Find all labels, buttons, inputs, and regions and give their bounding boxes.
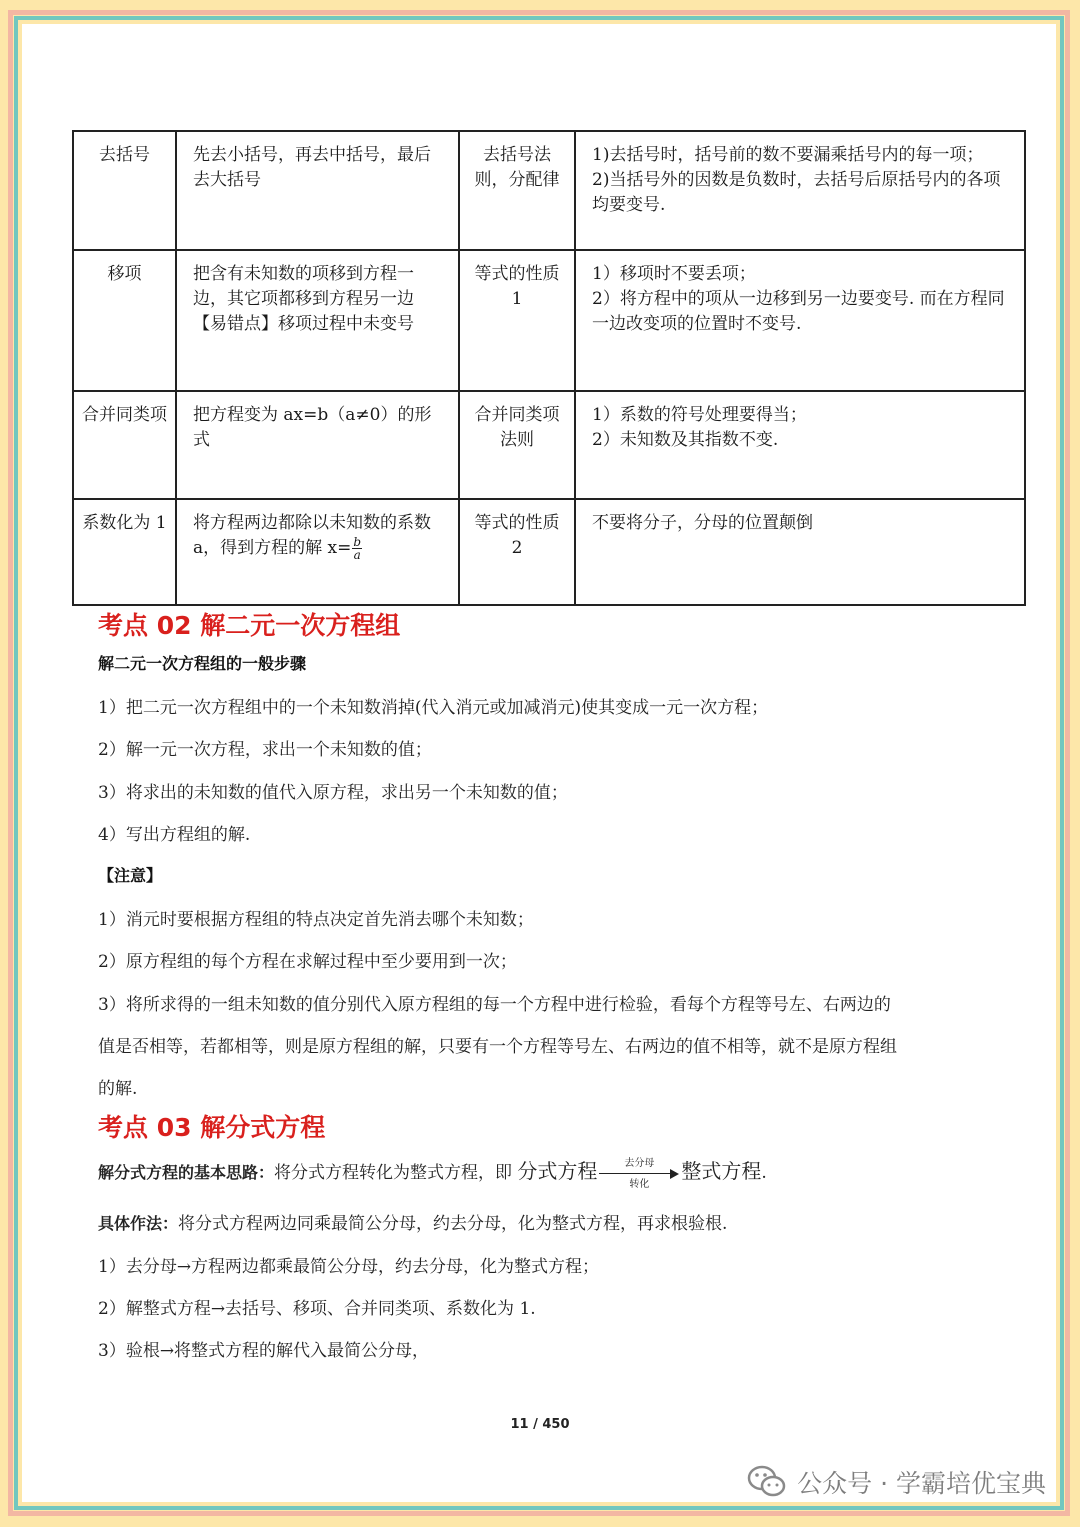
step-line: 1）去分母→方程两边都乘最简公分母，约去分母，化为整式方程； [98, 1257, 600, 1277]
note-line: 2)当括号外的因数是负数时，去括号后原括号内的各项均要变号. [592, 170, 1001, 215]
step-line: 4）写出方程组的解. [98, 825, 251, 845]
wechat-icon [747, 1464, 787, 1500]
steps-table [72, 130, 1026, 606]
step-line: 2）解一元一次方程，求出一个未知数的值； [98, 740, 432, 760]
transform-arrow [599, 1158, 679, 1190]
method-cell [176, 499, 459, 605]
note-line: 不要将分子，分母的位置颠倒 [592, 513, 813, 533]
step-line: 1）把二元一次方程组中的一个未知数消掉(代入消元或加减消元)使其变成一元一次方程； [98, 698, 769, 718]
notes-cell [575, 391, 1025, 499]
fraction-denominator: a [353, 548, 361, 562]
table-row [73, 391, 1025, 499]
method-cell: 把方程变为 ax=b（a≠0）的形式 [176, 391, 459, 499]
arrow-top-label: 去分母 [624, 1157, 655, 1169]
fraction-numerator: b [353, 535, 362, 549]
page-number: 11 / 450 [510, 1417, 570, 1432]
note-line: 1）消元时要根据方程组的特点决定首先消去哪个未知数； [98, 910, 534, 930]
note-line: 1)去括号时，括号前的数不要漏乘括号内的每一项； [592, 145, 984, 165]
step-cell: 移项 [73, 250, 176, 391]
note-line: 的解. [98, 1079, 138, 1099]
step-line: 3）将求出的未知数的值代入原方程，求出另一个未知数的值； [98, 783, 568, 803]
idea-label: 解分式方程的基本思路： [98, 1163, 275, 1182]
watermark-text: 公众号 · 学霸培优宝典 [797, 1469, 1046, 1498]
step-cell: 合并同类项 [73, 391, 176, 499]
note-line: 1）系数的符号处理要得当； [592, 405, 807, 425]
step-cell: 系数化为 1 [73, 499, 176, 605]
basis-cell: 等式的性质 1 [459, 250, 575, 391]
basis-cell: 等式的性质 2 [459, 499, 575, 605]
integral-equation: 整式方程 [681, 1159, 762, 1183]
note-line: 1）移项时不要丢项； [592, 264, 756, 284]
notes-cell [575, 250, 1025, 391]
specific-method [98, 1209, 727, 1234]
idea-end: . [761, 1163, 767, 1183]
idea-text: 将分式方程转化为整式方程，即 [274, 1163, 513, 1183]
note-title: 【注意】 [98, 866, 163, 885]
note-line: 2）未知数及其指数不变. [592, 430, 779, 450]
method-cell [176, 250, 459, 391]
error-prone-note: 【易错点】移项过程中未变号 [193, 314, 414, 334]
note-line: 值是否相等，若都相等，则是原方程组的解，只要有一个方程等号左、右两边的值不相等，就不是原方程组 [98, 1037, 897, 1057]
watermark [747, 1464, 1046, 1500]
table-row [73, 499, 1025, 605]
notes-cell [575, 499, 1025, 605]
fractional-equation: 分式方程 [517, 1159, 598, 1183]
step-cell: 去括号 [73, 131, 176, 250]
method-text: 将分式方程两边同乘最简公分母，约去分母，化为整式方程，再求根验根. [178, 1214, 728, 1234]
fraction [352, 536, 362, 561]
section-subheading: 解二元一次方程组的一般步骤 [98, 654, 307, 673]
basis-cell: 去括号法则，分配律 [459, 131, 575, 250]
notes-cell [575, 131, 1025, 250]
method-text: 将方程两边都除以未知数的系数 a，得到方程的解 x= [193, 513, 431, 558]
note-line: 2）将方程中的项从一边移到另一边要变号. 而在方程同一边改变项的位置时不变号. [592, 289, 1005, 334]
basis-cell: 合并同类项法则 [459, 391, 575, 499]
arrow-bottom-label: 转化 [629, 1178, 650, 1190]
table-row [73, 131, 1025, 250]
method-text: 把含有未知数的项移到方程一边，其它项都移到方程另一边 [193, 264, 414, 309]
arrow-right-icon [599, 1169, 679, 1179]
method-label: 具体作法： [98, 1214, 179, 1233]
section-heading: 考点 03 解分式方程 [98, 1113, 326, 1142]
step-line: 3）验根→将整式方程的解代入最简公分母， [98, 1341, 430, 1361]
section-heading: 考点 02 解二元一次方程组 [98, 611, 401, 640]
method-cell: 先去小括号，再去中括号，最后去大括号 [176, 131, 459, 250]
note-line: 2）原方程组的每个方程在求解过程中至少要用到一次； [98, 952, 517, 972]
step-line: 2）解整式方程→去括号、移项、合并同类项、系数化为 1. [98, 1299, 536, 1319]
basic-idea [98, 1155, 767, 1190]
table-row [73, 250, 1025, 391]
note-line: 3）将所求得的一组未知数的值分别代入原方程组的每一个方程中进行检验，看每个方程等号左、右两边的 [98, 995, 891, 1015]
